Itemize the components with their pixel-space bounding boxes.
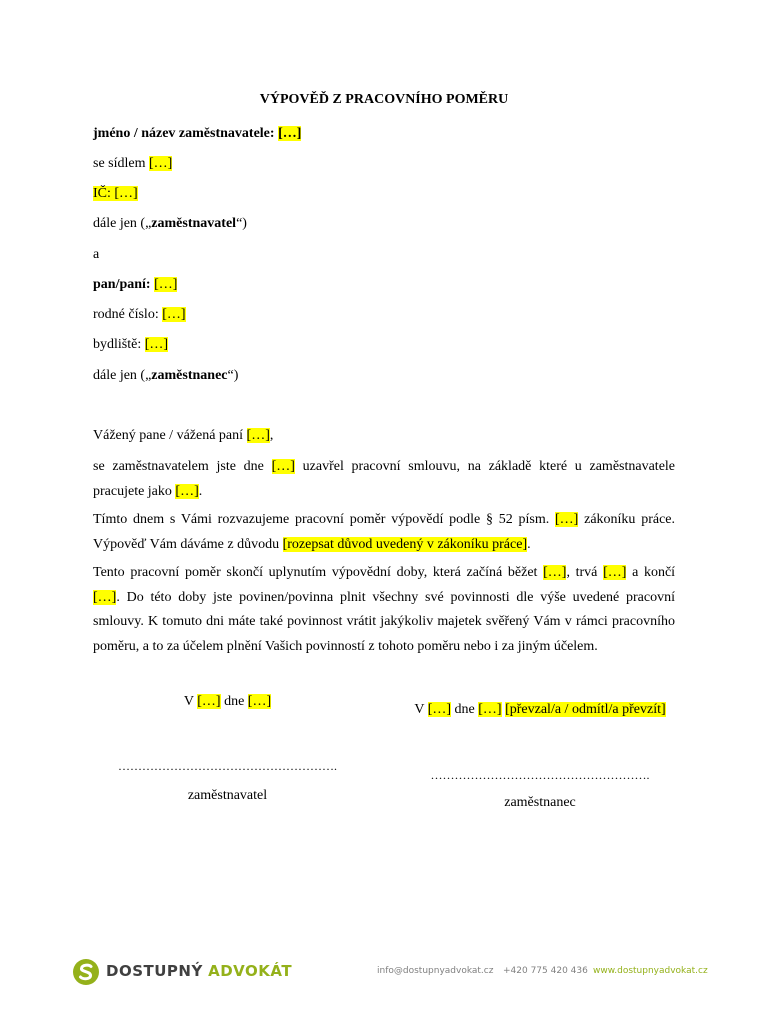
placeholder: […] <box>271 459 295 474</box>
placeholder: […] <box>555 512 579 527</box>
placeholder: […] <box>93 589 117 605</box>
brand-name <box>106 962 292 980</box>
para1-text-1: se zaměstnavatelem jste dne <box>93 459 264 474</box>
placeholder: […] <box>427 702 452 717</box>
employer-signature-role: zaměstnavatel <box>187 788 268 803</box>
brand-name-green: ADVOKÁT <box>208 962 293 980</box>
para2-text-2: zákoníku práce. Výpověď Vám dáváme z důvodu <box>93 512 675 552</box>
employee-signature-line: ………………………………………………. <box>430 768 650 782</box>
placeholder: […] <box>247 694 272 709</box>
placeholder: […] <box>478 702 502 717</box>
document-title: VÝPOVĚĎ Z PRACOVNÍHO POMĚRU <box>259 92 509 107</box>
salutation-suffix: , <box>269 428 274 443</box>
hereinafter-suffix: “) <box>236 216 247 231</box>
v-word: V <box>414 702 425 717</box>
employer-seat-label: se sídlem <box>93 156 146 171</box>
paragraph-notice-period <box>93 561 675 659</box>
dostupny-advokat-logo-icon <box>72 958 100 986</box>
employee-residence-line <box>93 335 168 355</box>
footer-email[interactable]: info@dostupnyadvokat.cz <box>377 966 494 976</box>
receipt-note-placeholder: [převzal/a / odmítl/a převzít] <box>505 702 666 717</box>
employer-name-line <box>93 124 301 144</box>
employer-hereinafter <box>93 214 247 234</box>
employer-name-label: jméno / název zaměstnavatele: <box>93 126 275 141</box>
hereinafter-suffix: “) <box>227 368 239 383</box>
paragraph-contract <box>93 455 675 504</box>
employee-birth-number-label: rodné číslo: <box>93 307 159 322</box>
employee-birth-number-line <box>93 305 186 325</box>
brand-name-dark: DOSTUPNÝ <box>106 962 203 980</box>
placeholder: […] <box>154 277 178 292</box>
placeholder: […] <box>114 186 138 201</box>
salutation <box>93 426 273 446</box>
placeholder: […] <box>543 565 567 580</box>
employer-ic-line <box>93 184 138 204</box>
and-word: a <box>93 247 100 262</box>
para3-text-3: a končí <box>632 565 676 580</box>
employee-place-date <box>400 700 680 720</box>
employer-signature-line: ………………………………………………. <box>118 759 337 773</box>
page-footer <box>72 956 708 988</box>
para2-text-1: Tímto dnem s Vámi rozvazujeme pracovní poměr výpovědí podle § 52 písm. <box>93 512 550 527</box>
employer-place-date <box>100 692 355 712</box>
employer-term: zaměstnavatel <box>151 216 237 231</box>
para1-text-2: uzavřel pracovní smlouvu, na základě které u zaměstnavatele pracujete jako <box>93 459 676 499</box>
termination-reason-placeholder: [rozepsat důvod uvedený v zákoníku práce] <box>282 536 528 552</box>
employer-seat-line <box>93 154 172 174</box>
employee-name-label: pan/paní: <box>93 277 151 292</box>
placeholder: […] <box>246 428 270 443</box>
para2-text-3: . <box>527 536 531 552</box>
employee-term: zaměstnanec <box>151 368 228 383</box>
para3-text-4: . Do této doby jste povinen/povinna plnit všechny své povinnosti dle výše uvedené pracovní smlouvy. K tomuto dni máte také povinnost vrátit jakýkoliv majetek svěřený Vám v rámci pracovního poměru, a to za účelem plnění Vašich povinností z tohoto poměru nebo i za jiným účelem. <box>93 589 675 654</box>
placeholder: […] <box>197 694 221 709</box>
para3-text-1: Tento pracovní poměr skončí uplynutím výpovědní doby, která začíná běžet <box>93 565 538 580</box>
employee-hereinafter <box>93 366 238 386</box>
hereinafter-prefix: dále jen („ <box>93 216 152 231</box>
footer-phone[interactable]: +420 775 420 436 <box>503 966 588 976</box>
hereinafter-prefix: dále jen („ <box>93 368 152 383</box>
placeholder: […] <box>144 337 169 352</box>
employer-ic-label: IČ: <box>93 186 111 201</box>
para3-text-2: , trvá <box>566 565 598 580</box>
salutation-text: Vážený pane / vážená paní <box>93 428 244 443</box>
footer-website[interactable]: www.dostupnyadvokat.cz <box>593 966 708 976</box>
placeholder: […] <box>162 307 186 322</box>
paragraph-termination <box>93 508 675 557</box>
employee-name-line <box>93 275 177 295</box>
v-word: V <box>183 694 194 709</box>
placeholder: […] <box>278 126 302 141</box>
placeholder: […] <box>603 565 627 580</box>
placeholder: […] <box>149 156 173 171</box>
placeholder: […] <box>175 483 199 499</box>
dne-word: dne <box>224 694 245 709</box>
employee-signature-role: zaměstnanec <box>504 795 576 810</box>
dne-word: dne <box>454 702 475 717</box>
employee-residence-label: bydliště: <box>93 337 142 352</box>
para1-text-3: . <box>198 483 203 499</box>
